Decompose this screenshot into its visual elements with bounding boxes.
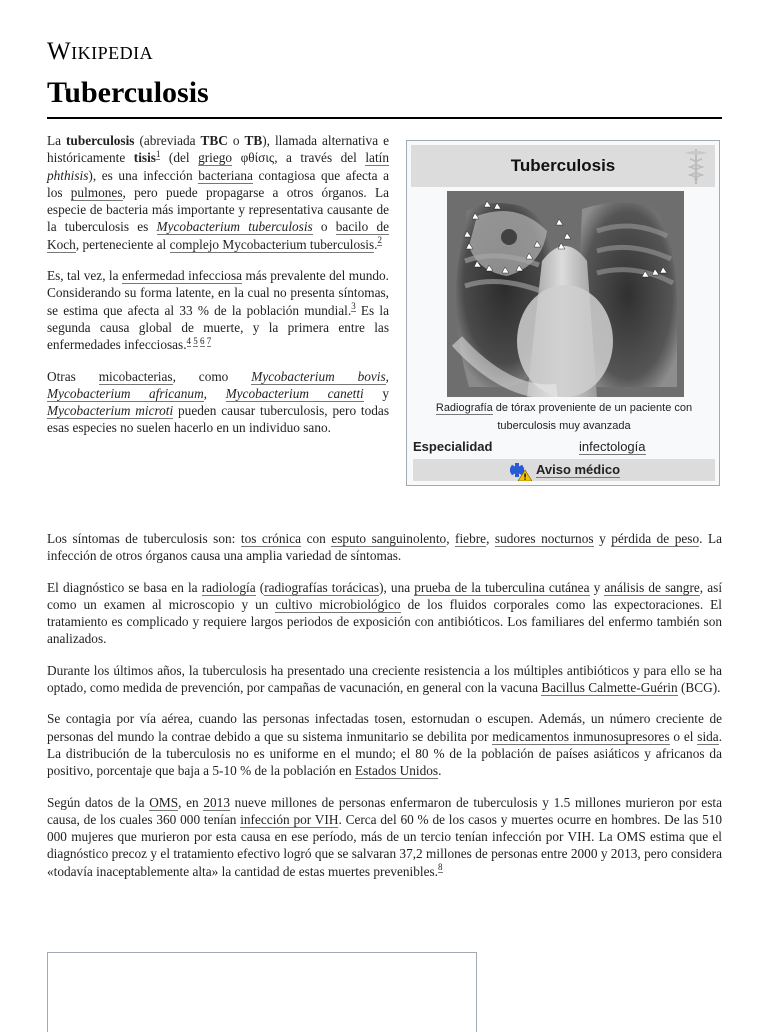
text: .	[374, 236, 378, 252]
link-radiografia[interactable]: Radiografía	[435, 402, 493, 414]
text: , como	[172, 368, 252, 384]
reference-link[interactable]: 3	[351, 301, 356, 312]
link-complejo-mycobacterium[interactable]: complejo Mycobacterium tuberculosis	[169, 236, 375, 252]
text: Es, tal vez, la	[47, 268, 122, 284]
table-of-contents-box	[47, 952, 477, 1032]
text: y	[589, 579, 605, 595]
link-mycobacterium-tuberculosis[interactable]: Mycobacterium tuberculosis	[156, 219, 313, 235]
text: Los síntomas de tuberculosis son:	[47, 531, 241, 546]
link-analisis-de-sangre[interactable]: análisis de sangre	[604, 579, 700, 595]
wikipedia-wordmark[interactable]: Wikipedia	[47, 38, 154, 65]
text: Según datos de la	[47, 794, 150, 810]
text: . La distribución de la tuberculosis no es uniforme en el mundo; el 80 % de la población de países asiáticos y africanos da positivo, porcentaje que baja a 5-10 % de la población en	[47, 728, 723, 779]
link-mycobacterium-microti[interactable]: Mycobacterium microti	[47, 403, 174, 419]
text: ), una	[379, 579, 415, 595]
text: . La infección de otros órganos causa una amplia variedad de síntomas.	[47, 531, 723, 564]
link-mycobacterium-africanum[interactable]: Mycobacterium africanum	[47, 385, 204, 401]
text: , en	[178, 794, 204, 810]
text: (del	[160, 150, 199, 166]
paragraph	[47, 132, 389, 253]
text: con	[301, 531, 332, 546]
text: ), llamada alternativa e históricamente	[47, 133, 389, 166]
text: pueden causar tuberculosis, pero todas esas especies no suelen hacerlo en un individuo sano.	[47, 403, 389, 436]
text: y	[593, 531, 612, 546]
text: , perteneciente al	[75, 236, 170, 252]
text: . Cerca del 60 % de los casos y muertes ocurre en hombres. De las 510 000 mujeres que murieron por esta causa en ese período, más de un tercio tenían infección por VIH. La OMS estima que el diagnóstico precoz y el tratamiento efectivo logró que se salvaran 37,2 millones de personas entre 2000 y 2013, pero considera «todavía inaceptablemente alta» la cantidad de estas muertes prevenibles.	[47, 811, 723, 879]
link-micobacterias[interactable]: micobacterias	[98, 368, 173, 384]
link-griego[interactable]: griego	[198, 150, 233, 166]
paragraph	[47, 710, 722, 779]
link-pulmones[interactable]: pulmones	[70, 184, 123, 200]
text: (abreviada	[134, 133, 201, 148]
paragraph	[47, 368, 389, 437]
chest-xray-image[interactable]	[447, 191, 684, 397]
text: El diagnóstico se basa en la	[47, 579, 202, 595]
bold-term: tisis	[133, 150, 156, 166]
page-title: Tuberculosis	[47, 76, 209, 109]
bold-term: TBC	[200, 133, 228, 148]
caption-text: de tórax proveniente de un paciente con tuberculosis muy avanzada	[492, 402, 693, 432]
link-mycobacterium-canetti[interactable]: Mycobacterium canetti	[225, 385, 364, 401]
text: ,	[446, 531, 456, 546]
reference-link[interactable]: 1	[155, 148, 161, 159]
article-body	[47, 530, 722, 894]
text: .	[438, 763, 442, 779]
reference-link[interactable]: 7	[206, 335, 212, 346]
link-esputo-sanguinolento[interactable]: esputo sanguinolento	[331, 531, 447, 546]
link-cultivo-microbiologico[interactable]: cultivo microbiológico	[275, 596, 401, 612]
italic-term: phthisis	[47, 167, 89, 183]
text: o el	[669, 728, 698, 744]
infobox-title-text: Tuberculosis	[510, 156, 616, 175]
link-sida[interactable]: sida	[697, 728, 719, 744]
infobox-row-especialidad	[413, 437, 715, 457]
link-latin[interactable]: latín	[365, 150, 389, 166]
infobox-caption	[415, 399, 713, 435]
caduceus-icon	[681, 147, 711, 185]
link-oms[interactable]: OMS	[149, 794, 179, 810]
text: nueve millones de personas enfermaron de tuberculosis y 1.5 millones murieron por esta causa, de los cuales 360 000 tenían	[47, 794, 722, 827]
reference-link[interactable]: 6	[200, 335, 205, 346]
link-radiografias-toracicas[interactable]: radiografías torácicas	[264, 579, 380, 595]
text: más prevalente del mundo. Considerando su forma latente, en la cual no presenta síntomas, se estima que afecta al 33 % de la población mundial.	[47, 268, 389, 318]
reference-link[interactable]: 2	[377, 235, 382, 246]
link-mycobacterium-bovis[interactable]: Mycobacterium bovis	[251, 368, 386, 384]
text: Durante los últimos años, la tuberculosis ha presentado una creciente resistencia a los múltiples antibióticos y para ello se ha optado, como medida de prevención, por campañas de vacunación, en general con la vacuna	[47, 662, 722, 696]
link-bacilo-de-koch[interactable]: bacilo de Koch	[47, 219, 390, 252]
link-bcg[interactable]: Bacillus Calmette-Guérin	[541, 680, 678, 696]
text: , así como un examen al microscopio y un	[47, 579, 723, 612]
link-radiologia[interactable]: radiología	[201, 579, 256, 595]
paragraph	[47, 267, 389, 353]
reference-link[interactable]: 8	[438, 862, 443, 873]
bold-term: tuberculosis	[66, 133, 135, 148]
text: (	[255, 579, 265, 595]
text: ,	[203, 385, 226, 401]
paragraph	[47, 530, 722, 565]
link-enfermedad-infecciosa[interactable]: enfermedad infecciosa	[121, 268, 243, 284]
text: , pero puede propagarse a otros órganos. La especie de bacteria más importante y representativa causante de la tuberculosis es	[47, 184, 389, 235]
link-infeccion-por-vih[interactable]: infección por VIH	[240, 811, 339, 827]
text: Se contagia por vía aérea, cuando las personas infectadas tosen, estornudan o escupen. Además, un número creciente de personas del mundo la contrae debido a que su sistema inmunitario se debilita por	[47, 711, 722, 744]
paragraph	[47, 662, 722, 697]
text: ,	[385, 368, 389, 384]
infobox	[406, 140, 720, 486]
text: y	[363, 385, 389, 401]
link-2013[interactable]: 2013	[203, 794, 230, 810]
link-prueba-tuberculina[interactable]: prueba de la tuberculina cutánea	[414, 579, 590, 595]
link-perdida-de-peso[interactable]: pérdida de peso	[611, 531, 700, 546]
link-infectologia[interactable]: infectología	[579, 439, 646, 454]
text: contagiosa que afecta a los	[47, 167, 389, 200]
medical-notice[interactable]	[413, 459, 715, 481]
link-medicamentos-inmunosupresores[interactable]: medicamentos inmunosupresores	[492, 728, 670, 744]
paragraph	[47, 579, 722, 648]
link-fiebre[interactable]: fiebre	[455, 531, 487, 546]
reference-link[interactable]: 5	[193, 335, 198, 346]
link-sudores-nocturnos[interactable]: sudores nocturnos	[494, 531, 594, 546]
intro-column	[47, 132, 389, 451]
text: Otras	[47, 368, 99, 384]
reference-link[interactable]: 4	[186, 335, 192, 346]
text: o	[227, 133, 245, 148]
text: Es la segunda causa global de muerte, y la primera entre las enfermedades infecciosas.	[47, 302, 389, 353]
link-bacteriana[interactable]: bacteriana	[198, 167, 253, 183]
text: (BCG).	[677, 680, 721, 696]
text: ), es una infección	[88, 167, 199, 183]
text: de los fluidos corporales como las expectoraciones. El tratamiento es complicado y requiere largos periodos de exposición con antibióticos. Los familiares del enfermo también son analizados.	[47, 596, 722, 647]
title-divider	[47, 117, 722, 119]
link-estados-unidos[interactable]: Estados Unidos	[354, 763, 439, 779]
text: φθίσις, a través del	[232, 150, 366, 166]
row-label: Especialidad	[413, 439, 493, 454]
text: La	[47, 133, 66, 148]
paragraph	[47, 794, 722, 880]
medical-warning-icon	[508, 461, 532, 481]
text: o	[312, 219, 336, 235]
notice-label: Aviso médico	[535, 462, 621, 477]
link-tos-cronica[interactable]: tos crónica	[240, 531, 302, 546]
text: ,	[486, 531, 495, 546]
bold-term: TB	[244, 133, 263, 148]
infobox-title	[411, 145, 715, 187]
